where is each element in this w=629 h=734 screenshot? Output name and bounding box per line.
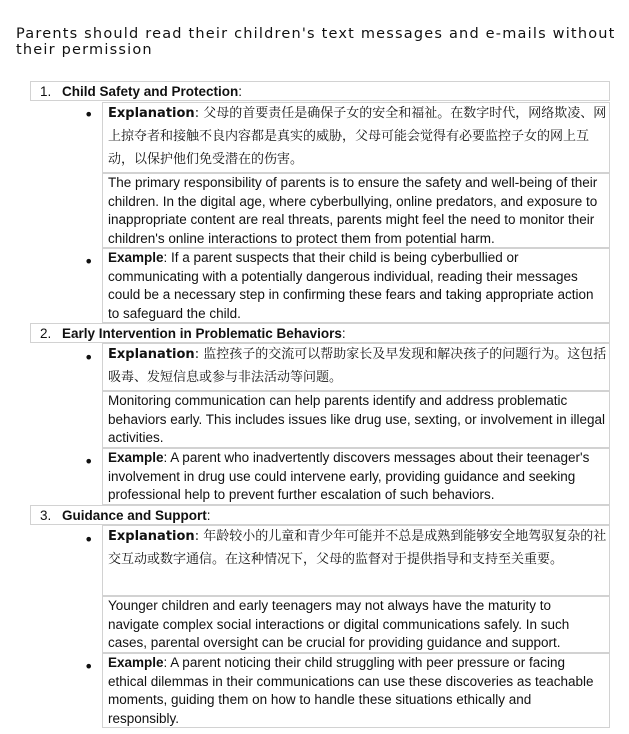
explanation-label: Explanation bbox=[108, 347, 195, 362]
item-number: 3. bbox=[40, 508, 52, 523]
example-box: Example: A parent noticing their child struggling with peer pressure or facing ethical dilemmas in their communications can use these discoveries as teachable moments, guiding them on how to handle these situations ethically and responsibly. bbox=[102, 653, 610, 728]
document-title: Parents should read their children's text messages and e-mails without their permission bbox=[16, 26, 616, 58]
example-box: Example: A parent who inadvertently discovers messages about their teenager's involvement in drug use could intervene early, providing guidance and seeking professional help to prevent further escalation of such behaviors. bbox=[102, 448, 610, 505]
bullet: • bbox=[84, 105, 94, 124]
explanation-label: Explanation bbox=[108, 529, 195, 544]
example-text: A parent who inadvertently discovers messages about their teenager's involvement in drug use could intervene early, providing guidance and seeking professional help to prevent further escalation of such behaviors. bbox=[108, 450, 590, 502]
bullet: • bbox=[84, 657, 94, 676]
list-item-1 bbox=[30, 81, 610, 101]
explanation-zh-box: Explanation: 年龄较小的儿童和青少年可能并不总是成熟到能够安全地驾驭复杂的社交互动或数字通信。在这种情况下，父母的监督对于提供指导和支持至关重要。 bbox=[102, 525, 610, 596]
example-label: Example bbox=[108, 655, 164, 670]
example-label: Example bbox=[108, 250, 164, 265]
bullet: • bbox=[84, 252, 94, 271]
explanation-zh-box: Explanation: 父母的首要责任是确保子女的安全和福祉。在数字时代，网络欺凌、网上掠夺者和接触不良内容都是真实的威胁，父母可能会觉得有必要监控子女的网上互动，以保护他们免受潜在的伤害。 bbox=[102, 102, 610, 173]
bullet: • bbox=[84, 452, 94, 471]
explanation-en-text: Monitoring communication can help parents identify and address problematic behaviors early. This includes issues like drug use, sexting, or involvement in illegal activities. bbox=[108, 393, 605, 445]
explanation-en-box bbox=[102, 596, 610, 653]
item-number: 1. bbox=[40, 84, 52, 99]
example-box: Example: If a parent suspects that their child is being cyberbullied or communicating with a potentially dangerous individual, reading their messages could be a necessary step in confirming these fears and taking appropriate action to safeguard the child. bbox=[102, 248, 610, 323]
list-item-3 bbox=[30, 505, 610, 525]
explanation-zh-box: Explanation: 监控孩子的交流可以帮助家长及早发现和解决孩子的问题行为。这包括吸毒、发短信息或参与非法活动等问题。 bbox=[102, 343, 610, 391]
explanation-en-text: The primary responsibility of parents is to ensure the safety and well-being of their children. In the digital age, where cyberbullying, online predators, and exposure to inappropriate content are real threats, parents might feel the need to monitor their children's online interactions to protect them from potential harm. bbox=[108, 175, 598, 246]
explanation-en-text: Younger children and early teenagers may not always have the maturity to navigate complex social interactions or digital communications safely. In such cases, parental oversight can be crucial for providing guidance and support. bbox=[108, 598, 570, 650]
explanation-en-box bbox=[102, 173, 610, 248]
explanation-label: Explanation bbox=[108, 106, 195, 121]
item-number: 2. bbox=[40, 326, 52, 341]
list-item-2 bbox=[30, 323, 610, 343]
explanation-en-box bbox=[102, 391, 610, 448]
item-heading: Child Safety and Protection: bbox=[62, 84, 243, 99]
explanation-zh-text: 年龄较小的儿童和青少年可能并不总是成熟到能够安全地驾驭复杂的社交互动或数字通信。在这种情况下，父母的监督对于提供指导和支持至关重要。 bbox=[108, 529, 607, 567]
bullet: • bbox=[84, 348, 94, 367]
explanation-zh-text: 监控孩子的交流可以帮助家长及早发现和解决孩子的问题行为。这包括吸毒、发短信息或参与非法活动等问题。 bbox=[108, 347, 607, 385]
explanation-zh-text: 父母的首要责任是确保子女的安全和福祉。在数字时代，网络欺凌、网上掠夺者和接触不良内容都是真实的威胁，父母可能会觉得有必要监控子女的网上互动，以保护他们免受潜在的伤害。 bbox=[108, 106, 607, 167]
bullet: • bbox=[84, 530, 94, 549]
example-text: A parent noticing their child struggling with peer pressure or facing ethical dilemmas in their communications can use these discoveries as teachable moments, guiding them on how to handle these situations ethically and responsibly. bbox=[108, 655, 594, 726]
item-heading: Early Intervention in Problematic Behaviors: bbox=[62, 326, 346, 341]
example-text: If a parent suspects that their child is being cyberbullied or communicating with a potentially dangerous individual, reading their messages could be a necessary step in confirming these fears and taking appropriate action to safeguard the child. bbox=[108, 250, 594, 321]
item-heading: Guidance and Support: bbox=[62, 508, 211, 523]
example-label: Example bbox=[108, 450, 164, 465]
